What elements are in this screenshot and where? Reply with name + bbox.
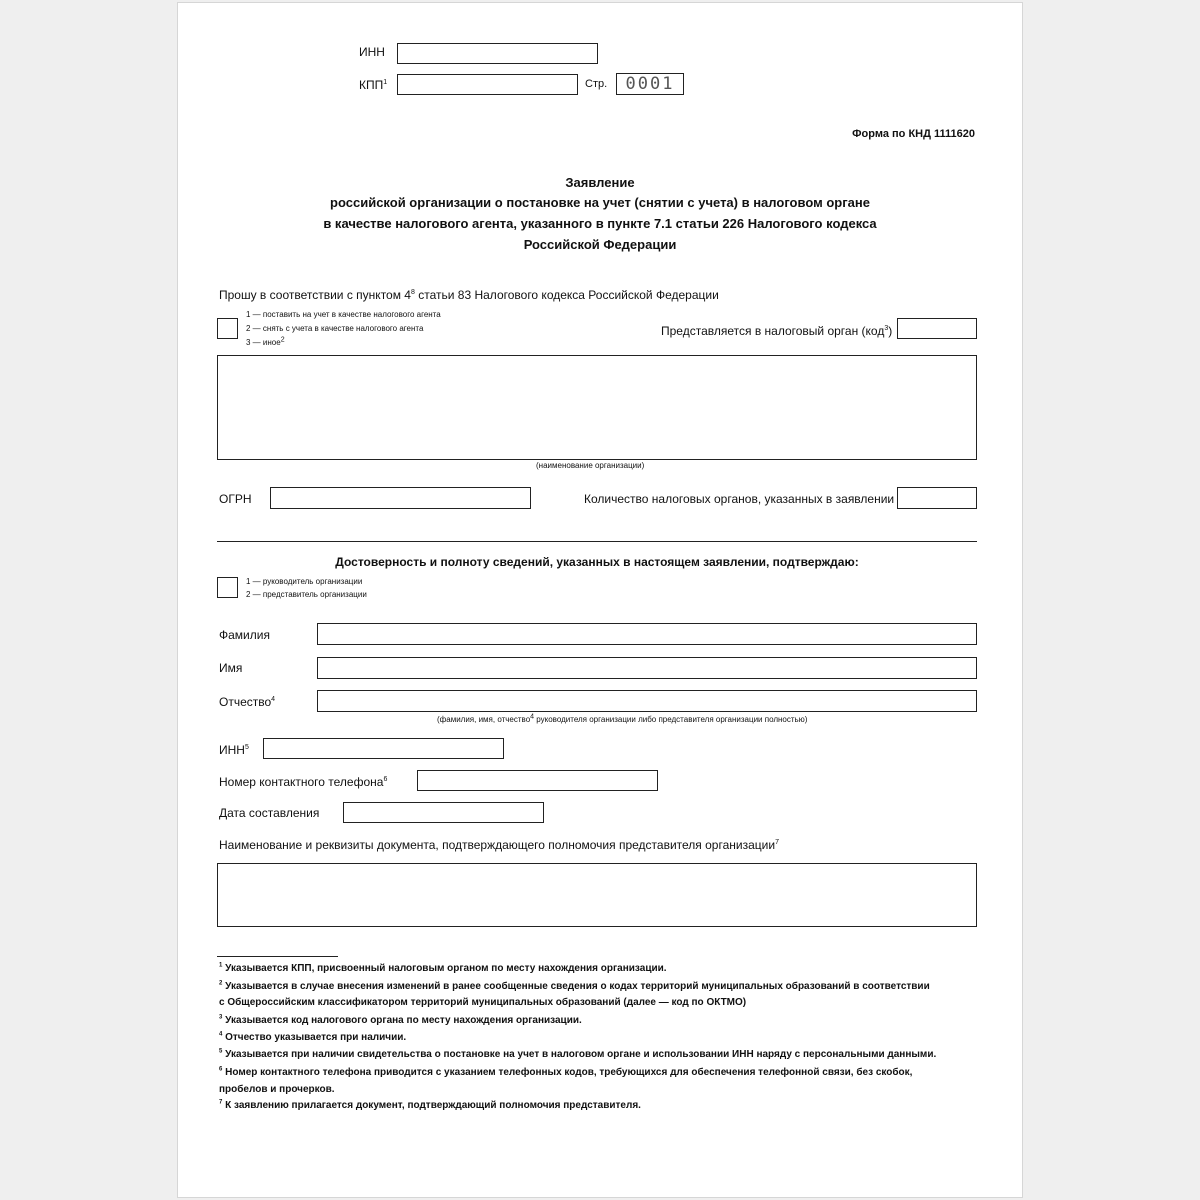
signer-type-box[interactable]	[217, 577, 238, 598]
signer-inn-field[interactable]	[263, 738, 504, 759]
inn-label: ИНН	[359, 45, 385, 59]
request-option-1: 1 — поставить на учет в качестве налогового агента	[246, 310, 441, 319]
footnote-6: $^6$ Номер контактного телефона приводится с указанием телефонных кодов, требующихся для обеспечения телефонной связи, без скобок,	[219, 1066, 913, 1078]
request-option-2: 2 — снять с учета в качестве налогового агента	[246, 324, 424, 333]
request-option-3: 3 — иное$^2$	[246, 336, 285, 347]
footnote-3: $^3$ Указывается код налогового органа по месту нахождения организации.	[219, 1014, 582, 1026]
footnote-5: $^5$ Указывается при наличии свидетельства о постановке на учет в налоговом органе и использовании ИНН наряду с персональными данными.	[219, 1048, 937, 1060]
date-label: Дата составления	[219, 806, 320, 820]
footnote-7: $^7$ К заявлению прилагается документ, подтверждающий полномочия представителя.	[219, 1099, 641, 1111]
signer-inn-label: ИНН$^5$	[219, 743, 249, 757]
phone-label: Номер контактного телефона$^6$	[219, 775, 388, 789]
footnote-1: $^1$ Указывается КПП, присвоенный налоговым органом по месту нахождения организации.	[219, 962, 667, 974]
kpp-field[interactable]	[397, 74, 578, 95]
name-label: Имя	[219, 661, 243, 675]
phone-field[interactable]	[417, 770, 658, 791]
section-divider	[217, 541, 977, 542]
form-code: Форма по КНД 1111620	[852, 128, 975, 140]
patronymic-label: Отчество$^4$	[219, 695, 276, 709]
footnote-4: $^4$ Отчество указывается при наличии.	[219, 1031, 407, 1043]
org-name-field[interactable]	[217, 355, 977, 460]
fio-caption: (фамилия, имя, отчество$^4$ руководителя организации либо представителя организации полностью)	[437, 713, 808, 724]
signer-option-1: 1 — руководитель организации	[246, 577, 363, 586]
page-number: 0001	[616, 73, 684, 95]
date-field[interactable]	[343, 802, 544, 823]
name-field[interactable]	[317, 657, 977, 679]
footnote-6-cont: пробелов и прочерков.	[219, 1084, 335, 1095]
authority-doc-field[interactable]	[217, 863, 977, 927]
signer-option-2: 2 — представитель организации	[246, 590, 367, 599]
tax-count-field[interactable]	[897, 487, 977, 509]
tax-count-label: Количество налоговых органов, указанных в заявлении	[584, 492, 895, 506]
kpp-label: КПП$^1$	[359, 78, 388, 92]
title-line-2: российской организации о постановке на учет (снятии с учета) в налоговом органе	[330, 195, 870, 210]
footnote-separator	[217, 956, 338, 957]
surname-label: Фамилия	[219, 628, 270, 642]
request-text: Прошу в соответствии с пунктом $4^8$ статьи 83 Налогового кодекса Российской Федерации	[219, 288, 719, 302]
confirmation-heading: Достоверность и полноту сведений, указанных в настоящем заявлении, подтверждаю:	[335, 555, 859, 569]
surname-field[interactable]	[317, 623, 977, 645]
request-type-box[interactable]	[217, 318, 238, 339]
tax-authority-label: Представляется в налоговый орган (код$^3$)	[661, 324, 893, 338]
inn-field[interactable]	[397, 43, 598, 64]
authority-doc-label: Наименование и реквизиты документа, подтверждающего полномочия представителя организации$^7$	[219, 838, 779, 852]
title-line-4: Российской Федерации	[523, 237, 677, 252]
ogrn-field[interactable]	[270, 487, 531, 509]
org-name-caption: (наименование организации)	[536, 461, 645, 470]
title-line-1: Заявление	[565, 175, 635, 190]
title-line-3: в качестве налогового агента, указанного в пункте 7.1 статьи 226 Налогового кодекса	[323, 216, 877, 231]
footnote-2: $^2$ Указывается в случае внесения изменений в ранее сообщенные сведения о кодах территорий муниципальных образований в соответствии	[219, 980, 930, 992]
patronymic-field[interactable]	[317, 690, 977, 712]
footnote-2-cont: с Общероссийским классификатором территорий муниципальных образований (далее — код по ОКТМО)	[219, 997, 747, 1008]
tax-authority-code-field[interactable]	[897, 318, 977, 339]
page-label: Стр.	[585, 78, 608, 90]
ogrn-label: ОГРН	[219, 492, 252, 506]
